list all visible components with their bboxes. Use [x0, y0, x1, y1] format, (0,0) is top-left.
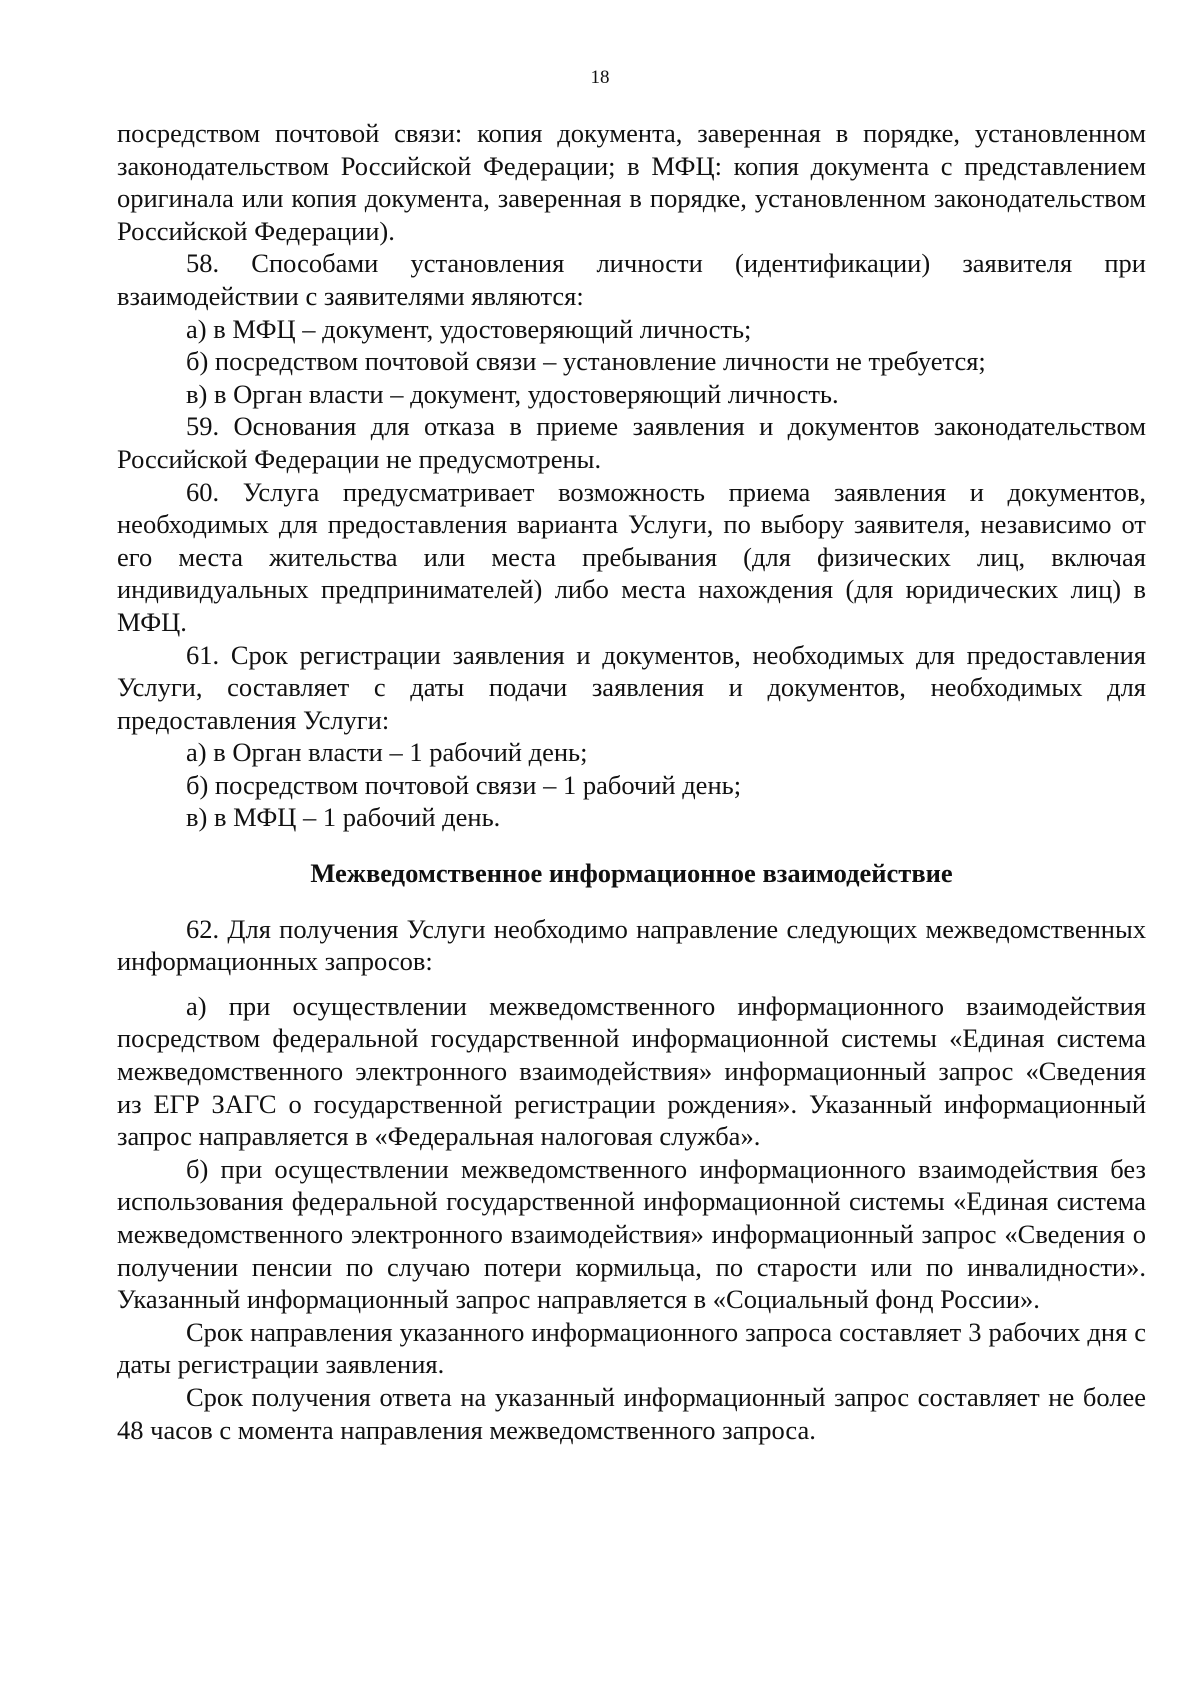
paragraph: Срок получения ответа на указанный информационный запрос составляет не более 48 часов с момента направления межведомственного запроса.: [117, 1381, 1146, 1445]
paragraph: Срок направления указанного информационного запроса составляет 3 рабочих дня с даты регистрации заявления.: [117, 1316, 1146, 1380]
paragraph-62: 62. Для получения Услуги необходимо направление следующих межведомственных информационных запросов:: [117, 913, 1146, 977]
page-number: 18: [590, 67, 610, 88]
list-item: а) в МФЦ – документ, удостоверяющий личность;: [186, 313, 752, 344]
list-item: а) в Орган власти – 1 рабочий день;: [186, 737, 588, 768]
document-body: [117, 117, 1146, 1446]
list-item: б) при осуществлении межведомственного информационного взаимодействия без использования федеральной государственной информационной системы «Единая система межведомственного электронного взаимодействия» информационный запрос «Сведения о получении пенсии по случаю потери кормильца, по старости или по инвалидности». Указанный информационный запрос направляется в «Социальный фонд России».: [117, 1153, 1146, 1315]
list-item: в) в Орган власти – документ, удостоверяющий личность.: [186, 378, 839, 409]
paragraph-59: 59. Основания для отказа в приеме заявления и документов законодательством Российской Федерации не предусмотрены.: [117, 411, 1146, 474]
list-item: б) посредством почтовой связи – 1 рабочий день;: [186, 769, 742, 800]
list-item: а) при осуществлении межведомственного информационного взаимодействия посредством федеральной государственной информационной системы «Единая система межведомственного электронного взаимодействия» информационный запрос «Сведения из ЕГР ЗАГС о государственной регистрации рождения». Указанный информационный запрос направляется в «Федеральная налоговая служба».: [117, 990, 1146, 1152]
section-heading: Межведомственное информационное взаимодействие: [310, 858, 953, 889]
paragraph-58: 58. Способами установления личности (идентификации) заявителя при взаимодействии с заявителями являются:: [117, 248, 1146, 311]
list-item: б) посредством почтовой связи – установление личности не требуется;: [186, 346, 986, 377]
list-item: в) в МФЦ – 1 рабочий день.: [186, 802, 501, 833]
paragraph-61: 61. Срок регистрации заявления и документов, необходимых для предоставления Услуги, составляет с даты подачи заявления и документов, необходимых для предоставления Услуги:: [117, 639, 1146, 735]
paragraph-60: 60. Услуга предусматривает возможность приема заявления и документов, необходимых для предоставления варианта Услуги, по выбору заявителя, независимо от его места жительства или места пребывания (для физических лиц, включая индивидуальных предпринимателей) либо места нахождения (для юридических лиц) в МФЦ.: [117, 476, 1146, 637]
paragraph: посредством почтовой связи: копия документа, заверенная в порядке, установленном законодательством Российской Федерации; в МФЦ: копия документа с представлением оригинала или копия документа, заверенная в порядке, установленном законодательством Российской Федерации).: [117, 118, 1146, 246]
